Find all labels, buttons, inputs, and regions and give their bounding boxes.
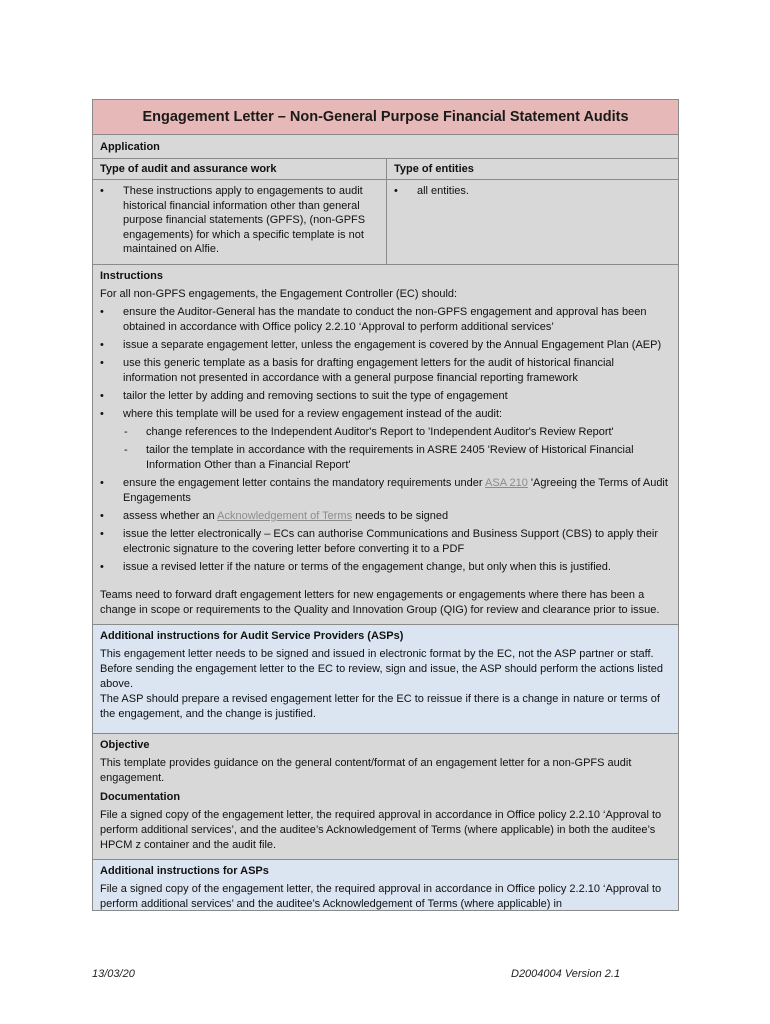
objective-section [93,734,678,860]
bullet-icon: • [100,357,104,369]
bullet-icon: • [100,408,104,420]
asp-section [93,625,678,734]
list-item: • all entities. [394,185,469,197]
bullet-icon: • [100,561,104,573]
asp2-heading: Additional instructions for ASPs [100,865,269,877]
documentation-text: File a signed copy of the engagement letter, the required approval in accordance in Office policy 2.2.10 ‘Approval to perform additional services’, and the auditee’s Acknowledgement of Terms (where applicable) in both the auditee’s HPCM z container and the audit file. [100,809,662,851]
entities-header: Type of entities [387,159,678,180]
list-item: • ensure the Auditor-General has the mandate to conduct the non-GPFS engagement and approval has been obtained in accordance with Office policy 2.2.10 ‘Approval to perform additional services’ [100,306,647,333]
document-table [92,99,679,911]
asa-210-link[interactable]: ASA 210 [485,477,528,489]
footer-date: 13/03/20 [92,968,135,980]
list-item: • issue a revised letter if the nature or terms of the engagement change, but only when this is justified. [100,561,611,573]
list-item: • assess whether an Acknowledgement of Terms needs to be signed [100,510,449,522]
bullet-icon: • [100,528,104,540]
document-title: Engagement Letter – Non-General Purpose Financial Statement Audits [93,100,678,135]
bullet-icon: • [100,185,104,197]
list-item: • where this template will be used for a review engagement instead of the audit: [100,408,503,420]
sub-list-item: - change references to the Independent Auditor's Report to 'Independent Auditor's Review Report' [124,426,614,438]
bullet-icon: • [100,477,104,489]
bullet-icon: • [100,510,104,522]
dash-icon: - [124,426,128,438]
bullet-icon: • [394,185,398,197]
asp2-section [93,860,678,911]
documentation-heading: Documentation [100,791,181,803]
dash-icon: - [124,444,128,456]
sub-list-item: - tailor the template in accordance with the requirements in ASRE 2405 'Review of Historical Financial Information Other than a Financial Report' [124,444,634,471]
list-item: • issue the letter electronically – ECs can authorise Communications and Business Support (CBS) to apply their electronic signature to the covering letter before converting it to a PDF [100,528,658,555]
instructions-intro: For all non-GPFS engagements, the Engagement Controller (EC) should: [100,288,458,300]
audit-work-header: Type of audit and assurance work [93,159,386,180]
list-item: • use this generic template as a basis for drafting engagement letters for the audit of historical financial information not presented in accordance with a general purpose financial reporting framework [100,357,614,384]
asp-paragraph-2: The ASP should prepare a revised engagement letter for the EC to reissue if there is a change in nature or terms of the engagement, and the change is justified. [100,693,660,720]
footer-docref: D2004004 Version 2.1 [511,968,621,980]
entities-column [387,159,678,264]
instructions-section [93,265,678,625]
audit-work-column [93,159,387,264]
list-item: • These instructions apply to engagements to audit historical financial information other than general purpose financial statements (GPFS), (non-GPFS engagements) for which a specific template is not maintained on Alfie. [100,185,366,256]
bullet-icon: • [100,339,104,351]
instructions-closing: Teams need to forward draft engagement letters for new engagements or engagements where there has been a change in scope or requirements to the Quality and Innovation Group (QIG) for review and clearance prior to issue. [100,589,660,616]
acknowledgement-of-terms-link[interactable]: Acknowledgement of Terms [217,510,353,522]
instructions-heading: Instructions [100,270,163,282]
list-item: • issue a separate engagement letter, unless the engagement is covered by the Annual Engagement Plan (AEP) [100,339,662,351]
list-item: • ensure the engagement letter contains the mandatory requirements under ASA 210 'Agreeing the Terms of Audit Engagements [100,477,668,504]
application-section [93,135,678,265]
objective-heading: Objective [100,739,150,751]
asp2-text: File a signed copy of the engagement letter, the required approval in accordance in Office policy 2.2.10 ‘Approval to perform additional services’ and the auditee’s Acknowledgement of Terms (where applicable) in [100,883,662,910]
application-columns [93,159,678,265]
asp-heading: Additional instructions for Audit Service Providers (ASPs) [100,630,404,642]
objective-text: This template provides guidance on the general content/format of an engagement letter for a non-GPFS audit engagement. [100,757,632,784]
asp-paragraph-1: This engagement letter needs to be signed and issued in electronic format by the EC, not the ASP partner or staff. Before sending the engagement letter to the EC to review, sign and issue, the ASP should perform the actions listed above. [100,648,663,690]
bullet-icon: • [100,306,104,318]
application-heading: Application [93,135,678,159]
bullet-icon: • [100,390,104,402]
list-item: • tailor the letter by adding and removing sections to suit the type of engagement [100,390,508,402]
